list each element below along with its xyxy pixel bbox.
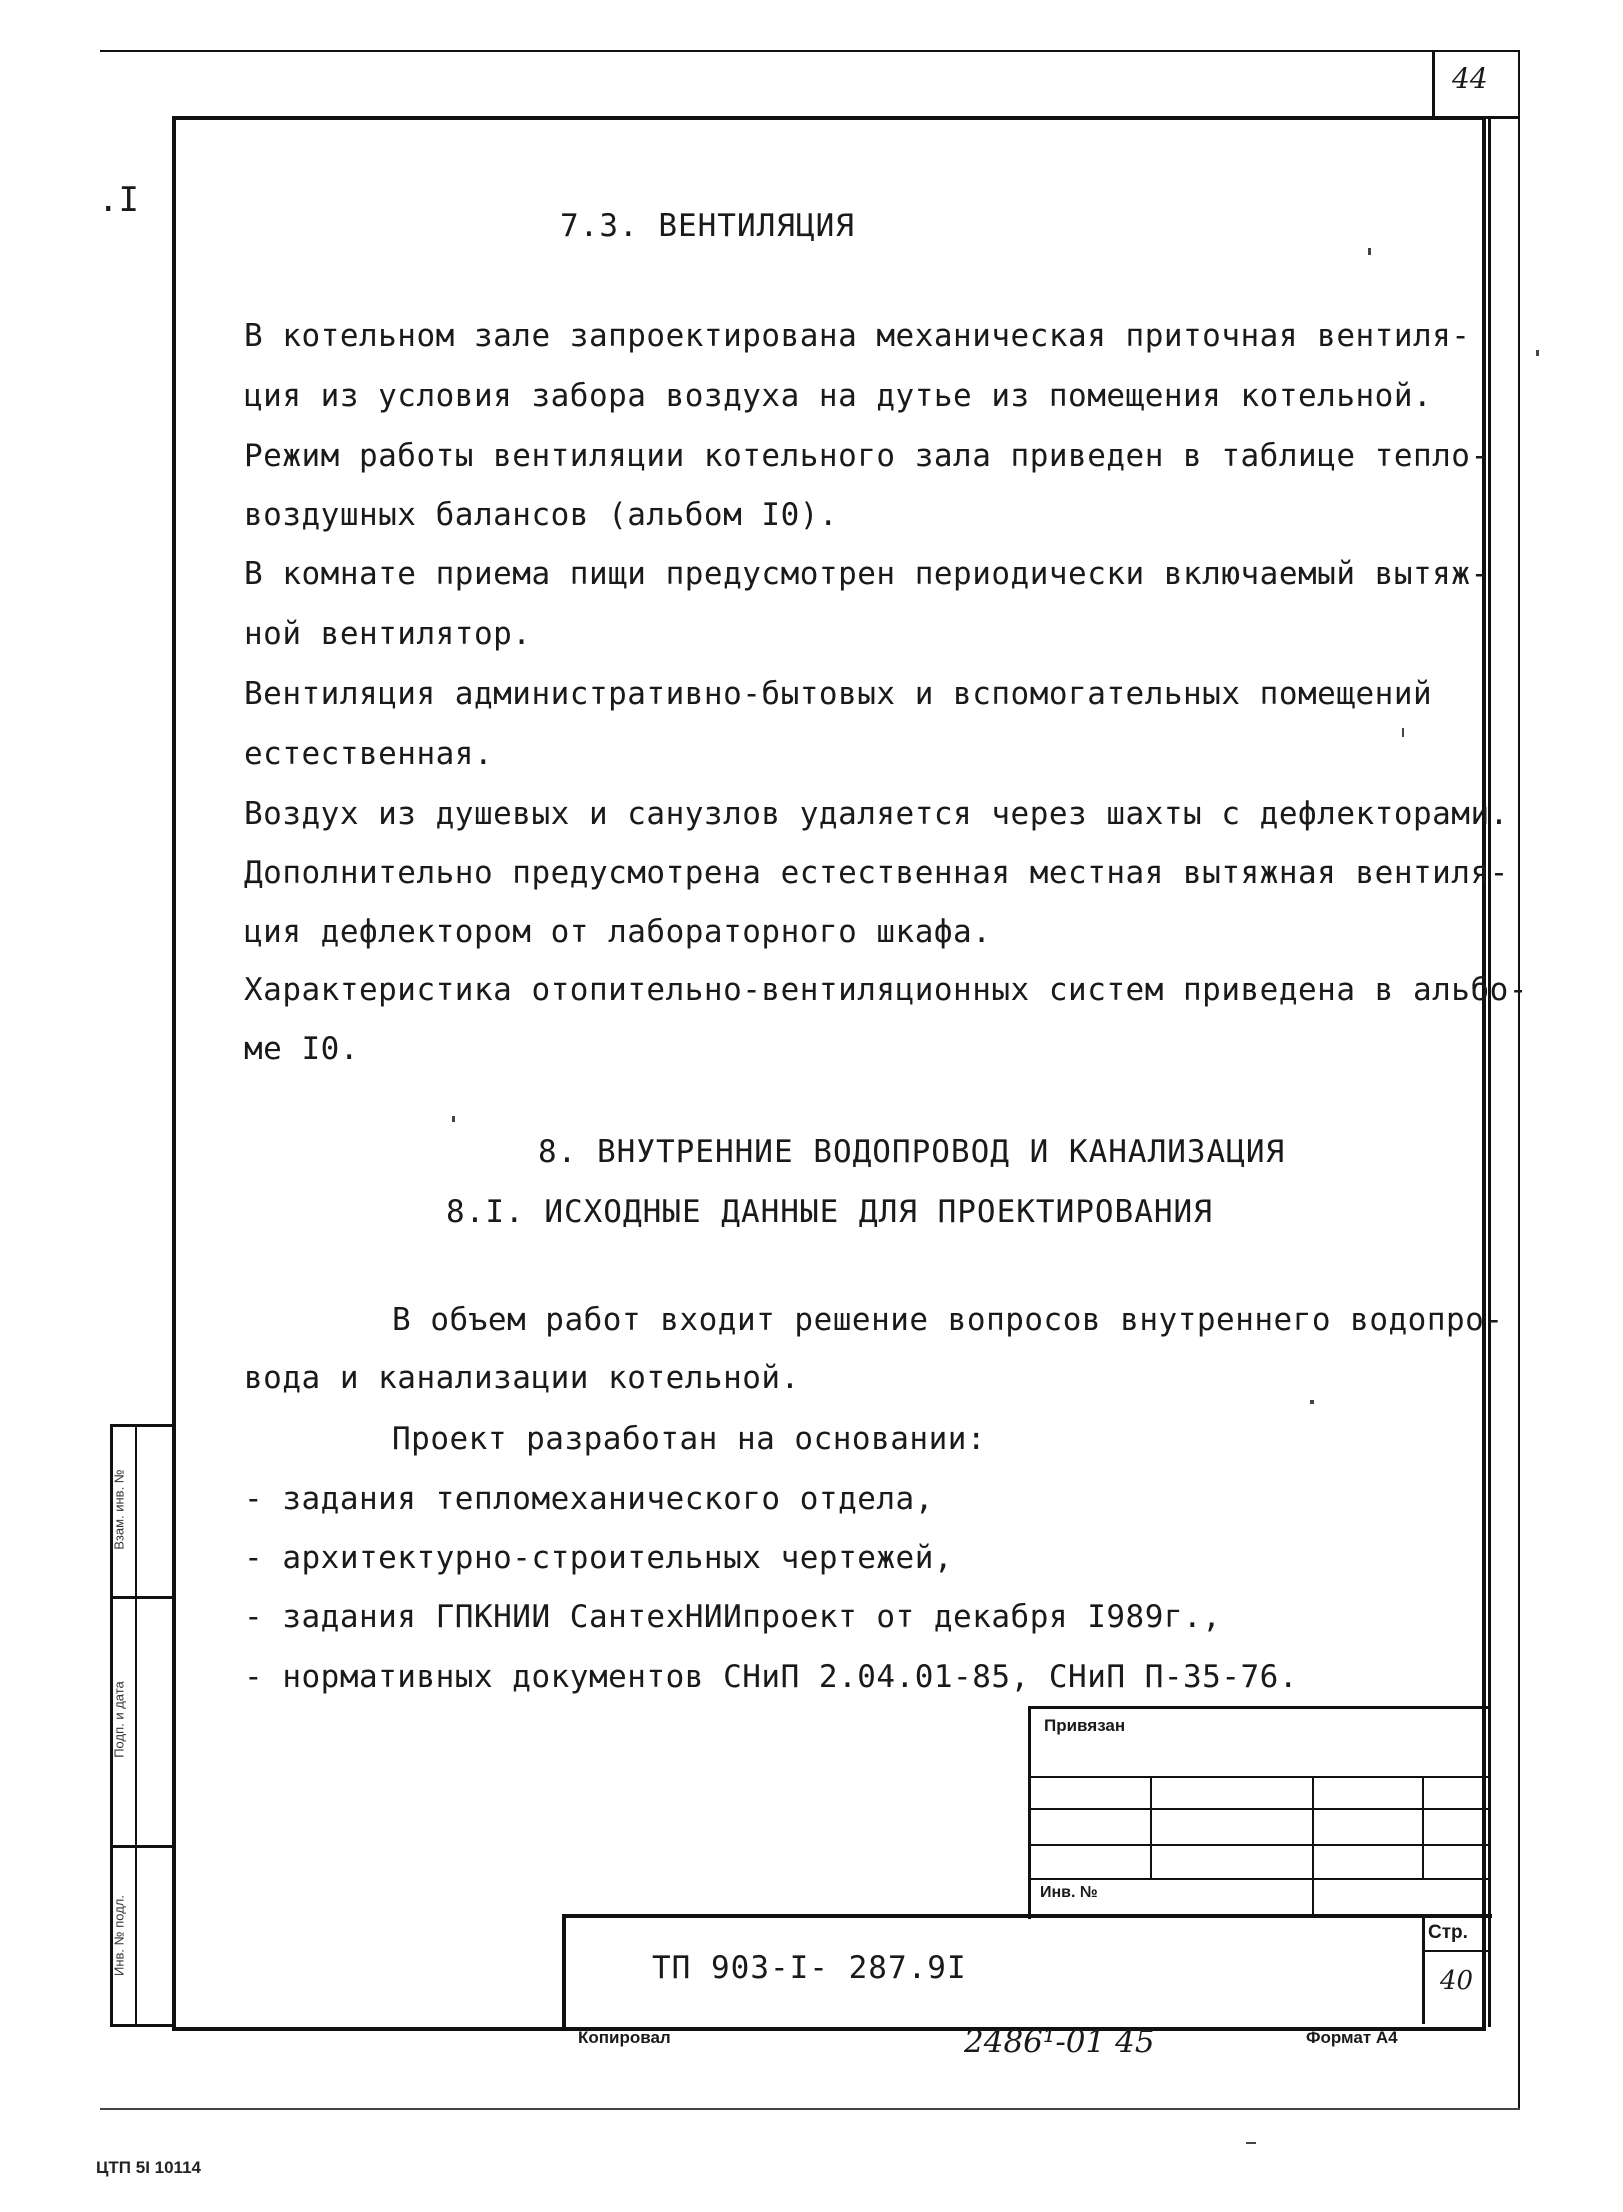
stamp-col-2: [1312, 1776, 1314, 1916]
footer-copied-label: Копировал: [578, 2028, 671, 2047]
section-8-line-7: - нормативных документов СНиП 2.04.01-85, СНиП П-35-76.: [244, 1659, 1298, 1695]
side-strip-div1: [110, 1596, 174, 1599]
section-7-3-line-10: Дополнительно предусмотрена естественная местная вытяжная вентиля-: [244, 855, 1509, 891]
outer-frame-bottom: [100, 2108, 1520, 2110]
section-8-line-3: Проект разработан на основании:: [392, 1421, 987, 1457]
stamp-col-1: [1150, 1776, 1152, 1880]
corner-page-number: 44: [1452, 62, 1488, 95]
stamp-page-divider: [1422, 1950, 1488, 1952]
margin-mark: .I: [98, 180, 139, 220]
scan-speck: [1536, 350, 1539, 356]
scan-speck: [1402, 728, 1404, 737]
side-strip-top: [110, 1424, 174, 1427]
section-7-3-line-8: естественная.: [244, 736, 494, 772]
stamp-page-label: Стр.: [1428, 1922, 1468, 1943]
stamp-row-2: [1028, 1808, 1488, 1810]
section-7-3-line-11: ция дефлектором от лабораторного шкафа.: [244, 914, 992, 950]
scan-speck: [1246, 2142, 1256, 2144]
section-8-line-5: - архитектурно-строительных чертежей,: [244, 1540, 954, 1576]
side-strip-label-2: Подп. и дата: [111, 1681, 127, 1758]
outer-frame-top: [100, 50, 1520, 52]
section-8-line-6: - задания ГПКНИИ СантехНИИпроект от декабря I989г.,: [244, 1599, 1222, 1635]
stamp-row-1: [1028, 1776, 1488, 1778]
section-8-line-2: вода и канализации котельной.: [244, 1360, 800, 1396]
section-7-3-line-2: ция из условия забора воздуха на дутье из помещения котельной.: [244, 378, 1433, 414]
stamp-attached-label: Привязан: [1044, 1716, 1126, 1735]
section-8-line-4: - задания тепломеханического отдела,: [244, 1481, 934, 1517]
section-7-3-line-1: В котельном зале запроектирована механическая приточная вентиля-: [244, 318, 1471, 354]
section-7-3-line-5: В комнате приема пищи предусмотрен периодически включаемый вытяж-: [244, 556, 1490, 592]
stamp-page-number: 40: [1440, 1966, 1474, 1996]
outer-frame-right: [1518, 50, 1520, 2110]
section-7-3-line-6: ной вентилятор.: [244, 616, 532, 652]
section-7-3-line-7: Вентиляция административно-бытовых и вспомогательных помещений: [244, 676, 1433, 712]
stamp-row-3: [1028, 1844, 1488, 1846]
footer-print-code: ЦТП 5I 10114: [96, 2158, 201, 2177]
scan-speck: [452, 1116, 455, 1122]
side-strip-label-1: Инв. № подл.: [111, 1895, 127, 1976]
stamp-page-col: [1422, 1914, 1425, 2024]
side-strip-mid: [135, 1424, 137, 2027]
side-strip-label-3: Взам. инв. №: [111, 1469, 127, 1550]
corner-box-left: [1432, 50, 1435, 118]
stamp-col-3: [1422, 1776, 1424, 1880]
section-7-3-line-9: Воздух из душевых и санузлов удаляется через шахты с дефлекторами.: [244, 796, 1509, 832]
section-7-3-line-13: ме I0.: [244, 1031, 359, 1067]
scan-speck: [1368, 248, 1371, 255]
section-7-3-line-3: Режим работы вентиляции котельного зала приведен в таблице тепло-: [244, 438, 1490, 474]
stamp-doc-code: ТП 903-I- 287.9I: [652, 1950, 967, 1986]
section-8-1-heading: 8.I. ИСХОДНЫЕ ДАННЫЕ ДЛЯ ПРОЕКТИРОВАНИЯ: [446, 1194, 1213, 1230]
section-8-heading: 8. ВНУТРЕННИЕ ВОДОПРОВОД И КАНАЛИЗАЦИЯ: [538, 1134, 1286, 1170]
section-8-line-1: В объем работ входит решение вопросов внутреннего водопро-: [392, 1302, 1504, 1338]
side-strip-div2: [110, 1845, 174, 1848]
footer-format-label: Формат А4: [1306, 2028, 1398, 2047]
section-7-3-line-12: Характеристика отопительно-вентиляционных систем приведена в альбо-: [244, 972, 1528, 1008]
scan-speck: [1310, 1400, 1314, 1404]
stamp-row-4: [1028, 1878, 1488, 1880]
side-strip-bottom: [110, 2024, 174, 2027]
section-7-3-line-4: воздушных балансов (альбом I0).: [244, 497, 839, 533]
stamp-inv-label: Инв. №: [1040, 1884, 1098, 1901]
footer-handwritten-number: 2486¹-01 45: [964, 2024, 1155, 2060]
section-7-3-heading: 7.3. ВЕНТИЛЯЦИЯ: [560, 208, 855, 244]
